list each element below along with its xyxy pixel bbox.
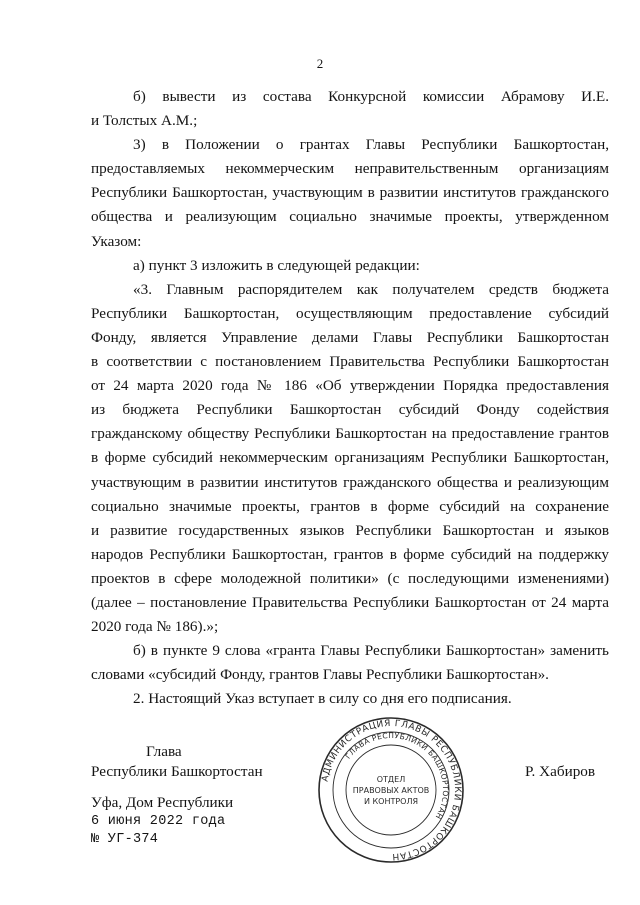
body-line: в форме субсидий некоммерческим организациям Республики Башкортостан, bbox=[91, 449, 609, 467]
signatory-name: Р. Хабиров bbox=[525, 763, 596, 780]
issue-date: 6 июня 2022 года bbox=[91, 814, 226, 829]
stamp-inner-ring-path: ГЛАВА РЕСПУБЛИКИ БАШКОРТОСТАН bbox=[343, 730, 451, 821]
body-line: 2. Настоящий Указ вступает в силу со дня его подписания. bbox=[133, 690, 512, 708]
stamp-center-line3: И КОНТРОЛЯ bbox=[363, 797, 419, 806]
signatory-title-line2: Республики Башкортостан bbox=[91, 763, 263, 780]
body-line: гражданскому обществу Республики Башкортостан на предоставление грантов bbox=[91, 425, 609, 443]
body-line: Указом: bbox=[91, 232, 142, 250]
body-line: социально значимые проекты, грантов в форме субсидий на сохранение bbox=[91, 497, 609, 515]
body-line: словами «субсидий Фонду, грантов Главы Республики Башкортостан». bbox=[91, 666, 549, 684]
body-line: Республики Башкортостан, участвующим в развитии институтов гражданского bbox=[91, 184, 609, 202]
body-line: и развитие государственных языков Республики Башкортостан и языков bbox=[91, 521, 609, 539]
body-line: народов Республики Башкортостан, грантов в форме субсидий на поддержку bbox=[91, 545, 609, 563]
body-line: общества и реализующим социально значимые проекты, утвержденном bbox=[91, 208, 609, 226]
body-line: участвующим в развитии институтов гражданского общества и реализующим bbox=[91, 473, 609, 491]
signatory-title bbox=[91, 742, 263, 782]
body-line: (далее – постановление Правительства Республики Башкортостан от 24 марта bbox=[91, 593, 609, 611]
body-line: от 24 марта 2020 года № 186 «Об утверждении Порядка предоставления bbox=[91, 377, 609, 395]
body-line: и Толстых А.М.; bbox=[91, 112, 198, 130]
stamp-center-line2: ПРАВОВЫХ АКТОВ bbox=[352, 786, 430, 795]
body-line: из бюджета Республики Башкортостан субсидий Фонду содействия bbox=[91, 401, 609, 419]
page-number: 2 bbox=[316, 56, 324, 71]
issue-place: Уфа, Дом Республики bbox=[91, 794, 234, 811]
body-line: 2020 года № 186).»; bbox=[91, 618, 219, 636]
body-line: б) в пункте 9 слова «гранта Главы Республики Башкортостан» заменить bbox=[133, 642, 609, 660]
body-line: в соответствии с постановлением Правительства Республики Башкортостан bbox=[91, 353, 609, 371]
body-line: проектов в сфере молодежной политики» (с последующими изменениями) bbox=[91, 569, 609, 587]
stamp-outer-ring-path: АДМИНИСТРАЦИЯ ГЛАВЫ РЕСПУБЛИКИ БАШКОРТОСТАН bbox=[320, 718, 463, 862]
body-line: 3) в Положении о грантах Главы Республики Башкортостан, bbox=[133, 136, 609, 154]
signatory-title-line1: Глава bbox=[146, 743, 182, 760]
decree-number: № УГ-374 bbox=[91, 832, 159, 847]
body-line: предоставляемых некоммерческим неправительственным организациям bbox=[91, 160, 609, 178]
body-line: б) вывести из состава Конкурсной комиссии Абрамову И.Е. bbox=[133, 88, 609, 105]
body-line: Республики Башкортостан, осуществляющим предоставление субсидий bbox=[91, 304, 609, 322]
body-line: «3. Главным распорядителем как получателем средств бюджета bbox=[133, 280, 609, 298]
issue-details bbox=[91, 793, 233, 849]
body-line: а) пункт 3 изложить в следующей редакции: bbox=[133, 256, 420, 274]
body-line: Фонду, является Управление делами Главы Республики Башкортостан bbox=[91, 328, 609, 346]
decree-body-text bbox=[91, 85, 609, 711]
official-stamp bbox=[316, 715, 466, 865]
stamp-center-line1: ОТДЕЛ bbox=[376, 775, 406, 784]
